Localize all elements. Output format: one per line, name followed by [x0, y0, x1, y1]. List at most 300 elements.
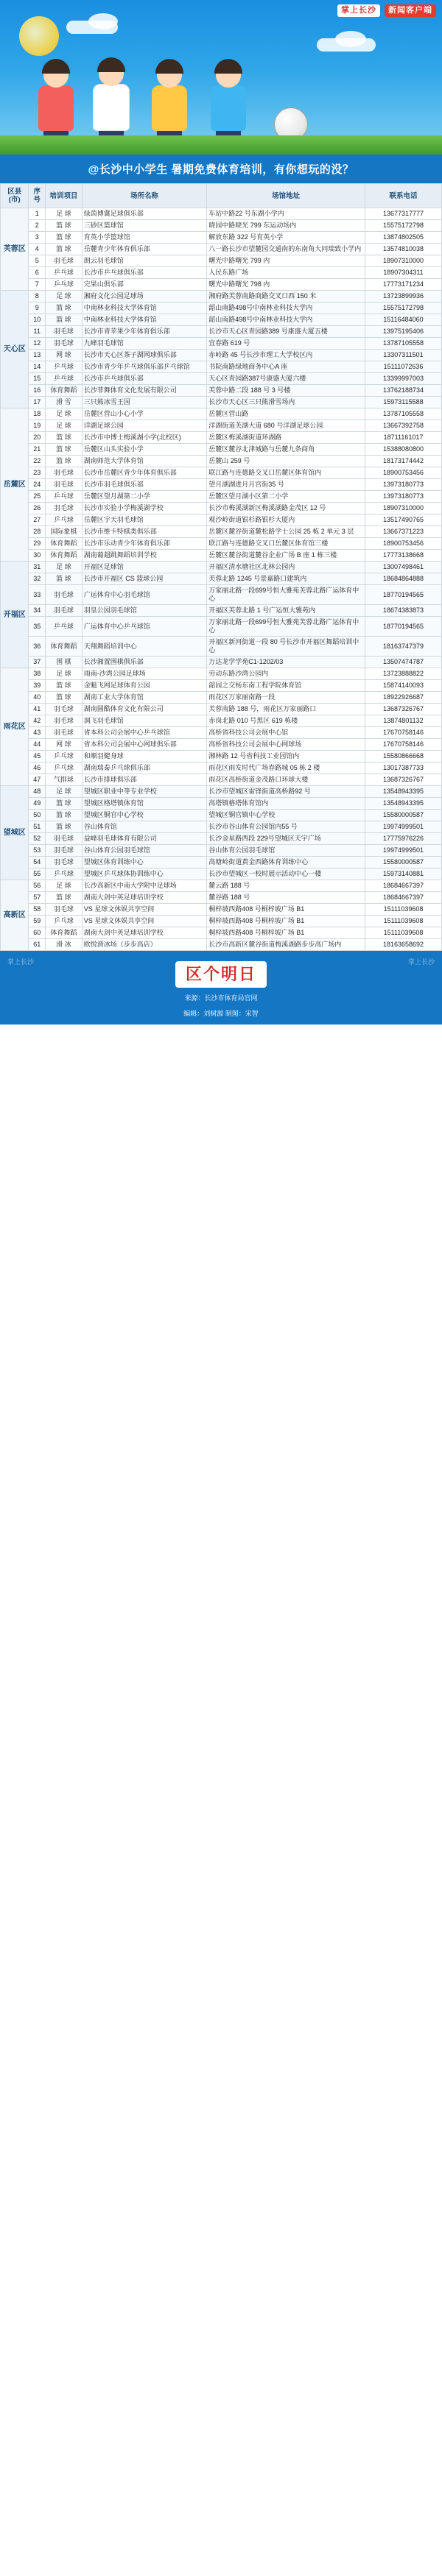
cell-addr: 人民东路广场: [207, 267, 365, 279]
cell-addr: 长沙市天心区青园路389 号康盛大厦五楼: [207, 326, 365, 338]
cell-name: VS 星球文体娱共享空间: [82, 916, 207, 927]
cell-no: 4: [29, 244, 46, 255]
cell-no: 26: [29, 503, 46, 514]
cell-type: 乒乓球: [46, 916, 83, 927]
cell-tel[interactable]: 13574810038: [365, 244, 441, 255]
cell-type: 气排球: [46, 774, 83, 786]
cell-addr: 宜春路 619 号: [207, 338, 365, 350]
cell-type: 羽毛球: [46, 338, 83, 350]
col-district: 区县(市): [1, 184, 29, 208]
cell-tel[interactable]: 18770194565: [365, 617, 441, 637]
cell-name: 湖南大剑中英足球培训学校: [82, 927, 207, 939]
cell-tel[interactable]: 13973180773: [365, 491, 441, 503]
cell-no: 48: [29, 786, 46, 798]
cell-addr: 韶园之交杨东南工程学院体育馆: [207, 680, 365, 692]
cell-tel[interactable]: 13874801132: [365, 715, 441, 727]
cell-tel[interactable]: 18711161017: [365, 432, 441, 444]
cell-tel[interactable]: 13687326767: [365, 704, 441, 715]
district-cell: 岳麓区: [1, 408, 29, 562]
table-row: [1, 939, 442, 951]
table-row: [1, 774, 442, 786]
table-row: [1, 845, 442, 857]
cell-tel[interactable]: 13787105558: [365, 338, 441, 350]
table-row: [1, 208, 442, 220]
table-row: [1, 868, 442, 880]
cell-name: 望城区体育训练中心: [82, 857, 207, 868]
cell-no: 41: [29, 704, 46, 715]
table-row: [1, 727, 442, 739]
cell-tel[interactable]: 15580866668: [365, 751, 441, 762]
cell-tel[interactable]: 17670758146: [365, 727, 441, 739]
cell-tel[interactable]: 18907304311: [365, 267, 441, 279]
cell-tel[interactable]: 13307311501: [365, 350, 441, 361]
cell-addr: 湘林路 12 号省科技工业园馆内: [207, 751, 365, 762]
cell-type: 篮 球: [46, 232, 83, 244]
table-row: [1, 244, 442, 255]
cell-no: 16: [29, 385, 46, 397]
cell-name: 岳麓区宇天羽毛球馆: [82, 514, 207, 526]
table-row: [1, 326, 442, 338]
cell-name: 三砂区篮球馆: [82, 220, 207, 232]
table-row: [1, 314, 442, 326]
cell-type: 网 球: [46, 350, 83, 361]
cell-tel[interactable]: 13507474787: [365, 657, 441, 668]
table-row: [1, 550, 442, 562]
cell-addr: 赤岭路 45 号长沙市理工大学校区内: [207, 350, 365, 361]
training-venues-table: [0, 183, 442, 951]
cell-tel[interactable]: 18163747379: [365, 637, 441, 657]
cell-tel[interactable]: 18173174442: [365, 456, 441, 467]
cell-type: 篮 球: [46, 220, 83, 232]
cell-tel[interactable]: 15111072636: [365, 361, 441, 373]
cell-addr: 桐梓坡西路408 号桐梓坡广场 B1: [207, 916, 365, 927]
cell-addr: 高桥省科技公司会展中心网球场: [207, 739, 365, 751]
cell-type: 乒乓球: [46, 279, 83, 291]
cell-name: 岳麓区山头实验小学: [82, 444, 207, 456]
cell-addr: 雨花区万家丽南路一段: [207, 692, 365, 704]
cell-addr: 万达龙学学苑C1-1202/03: [207, 657, 365, 668]
cell-type: 羽毛球: [46, 857, 83, 868]
table-row: [1, 857, 442, 868]
cell-name: 长沙市实验小学梅溪湖学校: [82, 503, 207, 514]
cell-no: 7: [29, 279, 46, 291]
cell-no: 27: [29, 514, 46, 526]
cell-tel[interactable]: 15973140881: [365, 868, 441, 880]
cell-tel[interactable]: 15116484060: [365, 314, 441, 326]
cell-tel[interactable]: 13762188734: [365, 385, 441, 397]
col-name: 场所名称: [82, 184, 207, 208]
cell-type: 篮 球: [46, 314, 83, 326]
cell-type: 围 棋: [46, 657, 83, 668]
cell-addr: 望月湖湖进月月宫街35 号: [207, 479, 365, 491]
cell-name: 长沙市开福区 CS 篮球公园: [82, 573, 207, 585]
cell-addr: 天心区青园路387号康盛大厦六楼: [207, 373, 365, 385]
cell-no: 1: [29, 208, 46, 220]
cell-addr: 岳麓区麓谷街道麓松路学士公园 25 栋 2 单元 3 层: [207, 526, 365, 538]
table-row: [1, 715, 442, 727]
cell-tel[interactable]: 17773138668: [365, 550, 441, 562]
cell-name: VS 星球文体娱共享空间: [82, 904, 207, 916]
cell-addr: 解放东路 322 号育英小学: [207, 232, 365, 244]
table-row: [1, 739, 442, 751]
cell-addr: 长沙市高新区麓谷街道梅溪湖路步步高广场内: [207, 939, 365, 951]
table-row: [1, 444, 442, 456]
cell-tel[interactable]: 13667371223: [365, 526, 441, 538]
table-row: [1, 762, 442, 774]
table-row: [1, 479, 442, 491]
cell-type: 足 球: [46, 208, 83, 220]
cell-name: 长沙菲舞体育文化发展有限公司: [82, 385, 207, 397]
footer-badge: [175, 961, 267, 988]
poster-footer: [0, 951, 442, 1025]
table-row: [1, 432, 442, 444]
cell-type: 足 球: [46, 562, 83, 573]
cell-no: 37: [29, 657, 46, 668]
cell-tel[interactable]: 15111039608: [365, 904, 441, 916]
cell-type: 体育舞蹈: [46, 637, 83, 657]
col-no: 序号: [29, 184, 46, 208]
cell-type: 篮 球: [46, 244, 83, 255]
cell-tel[interactable]: 18674383873: [365, 605, 441, 617]
cell-tel[interactable]: 18770194565: [365, 585, 441, 605]
cell-type: 羽毛球: [46, 585, 83, 605]
table-row: [1, 657, 442, 668]
cell-tel[interactable]: 13517490765: [365, 514, 441, 526]
table-row: [1, 904, 442, 916]
cell-tel[interactable]: 13874802505: [365, 232, 441, 244]
cell-tel[interactable]: 13399997003: [365, 373, 441, 385]
cell-name: 欧悦滑冰场（步步高店）: [82, 939, 207, 951]
cell-name: 长沙市排球俱乐部: [82, 774, 207, 786]
cell-addr: 八一路长沙市望麓园交通南的东南角大同瑞致小学内: [207, 244, 365, 255]
cell-tel[interactable]: 15111039608: [365, 916, 441, 927]
cell-tel[interactable]: 18684667397: [365, 880, 441, 892]
cell-addr: 桐梓坡西路408 号桐梓坡广场 B1: [207, 904, 365, 916]
cell-tel[interactable]: 13548943395: [365, 786, 441, 798]
cell-no: 40: [29, 692, 46, 704]
table-row: [1, 833, 442, 845]
table-row: [1, 408, 442, 420]
cell-type: 篮 球: [46, 821, 83, 833]
cell-addr: 观沙岭街道银杉路银杉大厦内: [207, 514, 365, 526]
cell-no: 23: [29, 467, 46, 479]
cell-type: 滑 雪: [46, 397, 83, 408]
cell-tel[interactable]: 15575172798: [365, 220, 441, 232]
cell-no: 43: [29, 727, 46, 739]
cell-name: 长沙湘置围棋俱乐部: [82, 657, 207, 668]
cell-no: 2: [29, 220, 46, 232]
table-row: [1, 220, 442, 232]
cell-addr: 高桥省科技公司会展中心馆: [207, 727, 365, 739]
cell-no: 45: [29, 751, 46, 762]
cell-tel[interactable]: 13548943395: [365, 798, 441, 810]
table-row: [1, 573, 442, 585]
cell-no: 44: [29, 739, 46, 751]
cell-type: 乒乓球: [46, 762, 83, 774]
table-row: [1, 291, 442, 302]
table-row: [1, 605, 442, 617]
cell-type: 足 球: [46, 880, 83, 892]
cell-type: 乒乓球: [46, 491, 83, 503]
cell-name: 羽皇公园羽毛球馆: [82, 605, 207, 617]
cell-type: 羽毛球: [46, 326, 83, 338]
cell-addr: 开福区新河街道一段 80 号长沙市开福区舞蹈培训中心: [207, 637, 365, 657]
cell-tel[interactable]: 15973115588: [365, 397, 441, 408]
cell-no: 55: [29, 868, 46, 880]
cell-tel[interactable]: 18900753456: [365, 467, 441, 479]
cell-addr: 岳麓区营山路: [207, 408, 365, 420]
cell-addr: 桐梓坡西路408 号桐梓坡广场 B1: [207, 927, 365, 939]
cell-name: 湖南圆酷体育文化有限公司: [82, 704, 207, 715]
cell-name: 谷山体育公园羽毛球馆: [82, 845, 207, 857]
cell-type: 篮 球: [46, 692, 83, 704]
cell-type: 足 球: [46, 291, 83, 302]
cell-name: 长沙市天心区茶子湖网球俱乐部: [82, 350, 207, 361]
col-phone: 联系电话: [365, 184, 441, 208]
cell-name: 湖南大剑中英足球培训学校: [82, 892, 207, 904]
cell-type: 羽毛球: [46, 255, 83, 267]
cell-tel[interactable]: 19974999501: [365, 821, 441, 833]
cell-type: 羽毛球: [46, 845, 83, 857]
cell-no: 38: [29, 668, 46, 680]
cell-addr: 长沙市谷山体育公园馆内55 号: [207, 821, 365, 833]
cell-name: 绿茵博冀足球俱乐部: [82, 208, 207, 220]
table-row: [1, 927, 442, 939]
cell-tel[interactable]: 13723888822: [365, 668, 441, 680]
table-row: [1, 255, 442, 267]
district-cell: 雨花区: [1, 668, 29, 786]
cell-name: 洋湖足球公园: [82, 420, 207, 432]
cell-name: 湖南工业大学体育馆: [82, 692, 207, 704]
cell-tel[interactable]: 13007498461: [365, 562, 441, 573]
district-cell: 开福区: [1, 562, 29, 668]
cell-addr: 湘府路芙蓉南路商路交叉口西 150 米: [207, 291, 365, 302]
cell-tel[interactable]: 13723899936: [365, 291, 441, 302]
watermark-left: 掌上长沙: [7, 958, 35, 966]
cell-addr: 开福区清水塘社区北林公园内: [207, 562, 365, 573]
cell-no: 17: [29, 397, 46, 408]
table-row: [1, 467, 442, 479]
cell-tel[interactable]: 18684667397: [365, 892, 441, 904]
table-row: [1, 526, 442, 538]
cell-addr: 雨花区雨发时代广场春路城 05 栋 2 楼: [207, 762, 365, 774]
cell-addr: 高塘岭街道黄金西路体育训练中心: [207, 857, 365, 868]
cell-tel[interactable]: 19974999501: [365, 845, 441, 857]
cell-no: 34: [29, 605, 46, 617]
cell-tel[interactable]: 18907310000: [365, 503, 441, 514]
table-row: [1, 562, 442, 573]
cell-no: 54: [29, 857, 46, 868]
cell-addr: 岳麓山 259 号: [207, 456, 365, 467]
cell-tel[interactable]: 15580000587: [365, 857, 441, 868]
district-cell: 高新区: [1, 880, 29, 951]
cell-tel[interactable]: 15580000587: [365, 810, 441, 821]
cell-type: 体育舞蹈: [46, 538, 83, 550]
cell-tel[interactable]: 13677317777: [365, 208, 441, 220]
cell-tel[interactable]: 17773171234: [365, 279, 441, 291]
cell-type: 足 球: [46, 408, 83, 420]
cell-tel[interactable]: 15111039608: [365, 927, 441, 939]
cell-addr: 芙蓉中路二段 188 号 3 号楼: [207, 385, 365, 397]
cell-tel[interactable]: 15575172798: [365, 302, 441, 314]
cell-type: 篮 球: [46, 432, 83, 444]
table-row: [1, 585, 442, 605]
cell-no: 60: [29, 927, 46, 939]
cell-addr: 车站中路22 号东湖小学内: [207, 208, 365, 220]
cell-no: 30: [29, 550, 46, 562]
cell-addr: 雨花区高桥街道金茂路口环球大楼: [207, 774, 365, 786]
table-row: [1, 892, 442, 904]
cell-name: 广运体育中心乒乓球馆: [82, 617, 207, 637]
cell-addr: 万家丽北路一段699号恒大雅苑芙蓉北路广运体育中心: [207, 617, 365, 637]
cell-no: 36: [29, 637, 46, 657]
cell-name: 湘府文化公园足球场: [82, 291, 207, 302]
cell-tel[interactable]: 13017387733: [365, 762, 441, 774]
cell-no: 25: [29, 491, 46, 503]
cell-name: 长沙市青苹果少年体育俱乐部: [82, 326, 207, 338]
cell-addr: 岳麓区麓谷北津城路与岳麓九条商角: [207, 444, 365, 456]
cell-name: 洞飞羽毛球馆: [82, 715, 207, 727]
cell-tel[interactable]: 17670758146: [365, 739, 441, 751]
cell-type: 篮 球: [46, 798, 83, 810]
table-row: [1, 338, 442, 350]
cell-no: 9: [29, 302, 46, 314]
poster-header: [0, 0, 442, 155]
cell-type: 篮 球: [46, 680, 83, 692]
cell-tel[interactable]: 18684864888: [365, 573, 441, 585]
cell-name: 望城区格塔镇体育馆: [82, 798, 207, 810]
cell-tel[interactable]: 18163658692: [365, 939, 441, 951]
cell-name: 望城区职业中等专业学校: [82, 786, 207, 798]
cell-tel[interactable]: 13667392758: [365, 420, 441, 432]
district-cell: 天心区: [1, 291, 29, 408]
cell-addr: 长沙市天心区三只熊滑雪场内: [207, 397, 365, 408]
cell-name: 长沙市乒乓球俱乐部: [82, 373, 207, 385]
cell-addr: 韶山南路498号中南林业科技大学内: [207, 314, 365, 326]
cell-type: 乒乓球: [46, 514, 83, 526]
cell-type: 篮 球: [46, 892, 83, 904]
cell-addr: 麓谷路 188 号: [207, 892, 365, 904]
cell-no: 56: [29, 880, 46, 892]
cell-name: 金魁飞网足球体育公园: [82, 680, 207, 692]
cell-no: 35: [29, 617, 46, 637]
cell-tel[interactable]: 17775976226: [365, 833, 441, 845]
col-type: 培训项目: [46, 184, 83, 208]
table-row: [1, 503, 442, 514]
table-row: [1, 397, 442, 408]
table-row: [1, 798, 442, 810]
cell-addr: 芙蓉北路 1245 号景嘉路口建筑内: [207, 573, 365, 585]
cell-tel[interactable]: 13975195406: [365, 326, 441, 338]
cell-type: 篮 球: [46, 810, 83, 821]
students-illustration: [0, 44, 442, 155]
brand-logos: [337, 4, 436, 17]
cell-name: 三只熊冰雪王国: [82, 397, 207, 408]
page-title: @长沙中小学生 暑期免费体育培训，有你想玩的没？: [0, 155, 442, 183]
cell-no: 52: [29, 833, 46, 845]
cell-type: 网 球: [46, 739, 83, 751]
cell-no: 58: [29, 904, 46, 916]
cell-name: 雨南-沙湾公园足球场: [82, 668, 207, 680]
cell-name: 长沙市维卡特棋类俱乐部: [82, 526, 207, 538]
cell-name: 和顺羽健身球: [82, 751, 207, 762]
cell-no: 50: [29, 810, 46, 821]
cell-tel[interactable]: 15874140093: [365, 680, 441, 692]
cell-no: 31: [29, 562, 46, 573]
cell-name: 中南林业科技大学体育馆: [82, 302, 207, 314]
table-row: [1, 267, 442, 279]
cell-tel[interactable]: 13687326767: [365, 774, 441, 786]
cell-addr: 开福区芙蓉北路 1 号广运恒大雅苑内: [207, 605, 365, 617]
cell-type: 乒乓球: [46, 361, 83, 373]
cell-tel[interactable]: 15388080800: [365, 444, 441, 456]
cell-no: 29: [29, 538, 46, 550]
footer-badge-text: 区个明日: [185, 965, 256, 983]
table-row: [1, 668, 442, 680]
table-row: [1, 302, 442, 314]
cell-addr: 洋湖街道芙湖大道 680 号洋湖足球公园: [207, 420, 365, 432]
cell-name: 九峰羽毛球馆: [82, 338, 207, 350]
cell-name: 朗云羽毛球馆: [82, 255, 207, 267]
cell-name: 长沙高新区中南大学附中足球场: [82, 880, 207, 892]
cell-name: 益峰羽毛球体育有限公司: [82, 833, 207, 845]
cell-tel[interactable]: 18907310000: [365, 255, 441, 267]
cell-name: 长沙市羽毛球俱乐部: [82, 479, 207, 491]
cell-name: 天翔舞蹈培训中心: [82, 637, 207, 657]
cell-type: 足 球: [46, 420, 83, 432]
cell-type: 羽毛球: [46, 605, 83, 617]
table-row: [1, 680, 442, 692]
cell-addr: 曙光中路曙光 799 内: [207, 255, 365, 267]
table-row: [1, 279, 442, 291]
table-row: [1, 786, 442, 798]
cell-no: 20: [29, 432, 46, 444]
cell-type: 羽毛球: [46, 904, 83, 916]
brand-right-logo: 新闻客户端: [385, 4, 436, 17]
cell-addr: 晓园中路晓光 799 东运动场内: [207, 220, 365, 232]
cell-addr: 长沙金星路西段 229号望城区天宇广场: [207, 833, 365, 845]
cell-type: 篮 球: [46, 573, 83, 585]
cell-no: 59: [29, 916, 46, 927]
table-body: [1, 208, 442, 951]
table-row: [1, 350, 442, 361]
cell-addr: 联江路与连德路交叉口岳麓区体育馆三楼: [207, 538, 365, 550]
cell-tel[interactable]: 18922926687: [365, 692, 441, 704]
cell-no: 24: [29, 479, 46, 491]
grass-strip: [0, 135, 442, 155]
cell-no: 5: [29, 255, 46, 267]
cell-type: 篮 球: [46, 444, 83, 456]
cell-addr: 岳麓区望月湖小区第二小学: [207, 491, 365, 503]
cell-type: 乒乓球: [46, 267, 83, 279]
table-row: [1, 692, 442, 704]
footer-source: 来源：长沙市体育局官网: [184, 994, 258, 1002]
table-row: [1, 751, 442, 762]
cell-name: 省本科公司会展中心乒乓球馆: [82, 727, 207, 739]
cell-name: 岳麓区望月湖第二小学: [82, 491, 207, 503]
cell-no: 18: [29, 408, 46, 420]
cell-tel[interactable]: 13973180773: [365, 479, 441, 491]
cell-no: 6: [29, 267, 46, 279]
cell-name: 长沙市岳麓区青少年体育俱乐部: [82, 467, 207, 479]
cell-tel[interactable]: 18900753456: [365, 538, 441, 550]
cell-name: 省本科公司会展中心网球俱乐部: [82, 739, 207, 751]
cell-name: 开福区足球馆: [82, 562, 207, 573]
cell-name: 完果山俱乐部: [82, 279, 207, 291]
cell-tel[interactable]: 13787105558: [365, 408, 441, 420]
cell-no: 22: [29, 456, 46, 467]
cell-name: 长沙市乐动青少年体育俱乐部: [82, 538, 207, 550]
